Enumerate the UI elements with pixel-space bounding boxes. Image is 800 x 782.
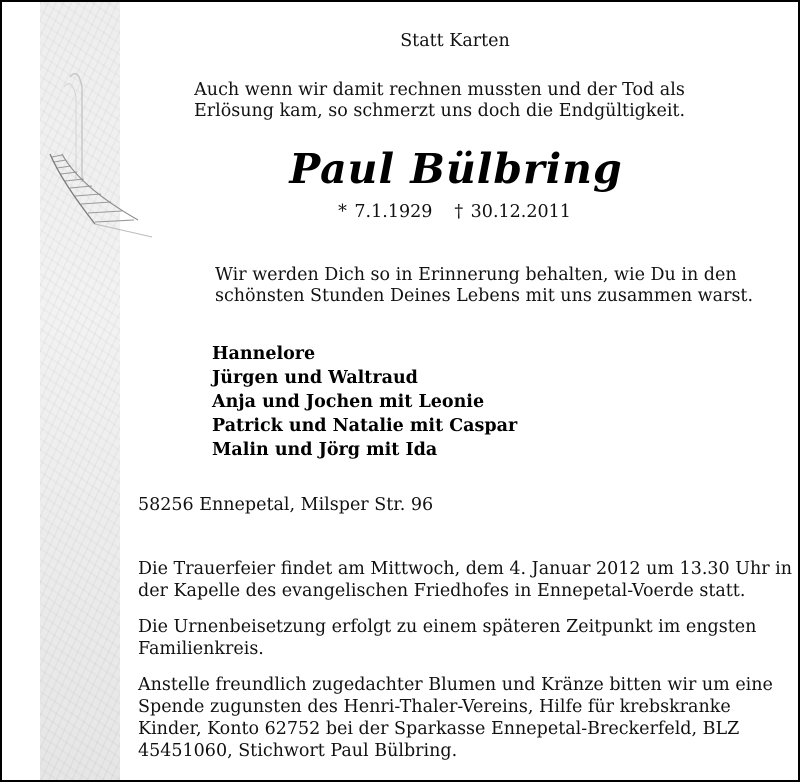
donation-info: [138, 674, 773, 762]
family-member: Patrick und Natalie mit Caspar: [212, 416, 518, 436]
memory-line: Wir werden Dich so in Erinnerung behalten, wie Du in den: [215, 265, 737, 285]
urn-line: Familienkreis.: [138, 639, 264, 659]
address: 58256 Ennepetal, Milsper Str. 96: [138, 495, 434, 515]
intro-text: [2, 80, 800, 122]
life-dates: [2, 202, 800, 223]
family-list: [212, 342, 517, 462]
family-member: Malin und Jörg mit Ida: [212, 440, 438, 460]
intro-line: Erlösung kam, so schmerzt uns doch die Endgültigkeit.: [193, 101, 686, 121]
donation-line: Kinder, Konto 62752 bei der Sparkasse Ennepetal-Breckerfeld, BLZ: [138, 719, 740, 739]
donation-line: Anstelle freundlich zugedachter Blumen und Kränze bitten wir um eine: [138, 675, 773, 695]
ceremony-line: Die Trauerfeier findet am Mittwoch, dem 4. Januar 2012 um 13.30 Uhr in: [138, 559, 793, 579]
death-date: † 30.12.2011: [454, 202, 571, 222]
memory-text: [215, 265, 753, 307]
intro-line: Auch wenn wir damit rechnen mussten und der Tod als: [194, 80, 685, 100]
family-member: Jürgen und Waltraud: [212, 368, 418, 388]
donation-line: Spende zugunsten des Henri-Thaler-Vereins, Hilfe für krebskranke: [138, 697, 731, 717]
urn-burial-info: [138, 616, 756, 660]
family-member: Anja und Jochen mit Leonie: [212, 392, 485, 412]
deceased-name: Paul Bülbring: [289, 145, 623, 193]
donation-line: 45451060, Stichwort Paul Bülbring.: [138, 741, 458, 761]
statt-karten-heading: Statt Karten: [400, 31, 510, 51]
ceremony-line: der Kapelle des evangelischen Friedhofes in Ennepetal-Voerde statt.: [138, 581, 746, 601]
birth-date: * 7.1.1929: [338, 202, 433, 222]
urn-line: Die Urnenbeisetzung erfolgt zu einem späteren Zeitpunkt im engsten: [138, 617, 757, 637]
memory-line: schönsten Stunden Deines Lebens mit uns zusammen warst.: [215, 286, 754, 306]
ceremony-info: [138, 558, 792, 602]
family-member: Hannelore: [212, 344, 316, 364]
